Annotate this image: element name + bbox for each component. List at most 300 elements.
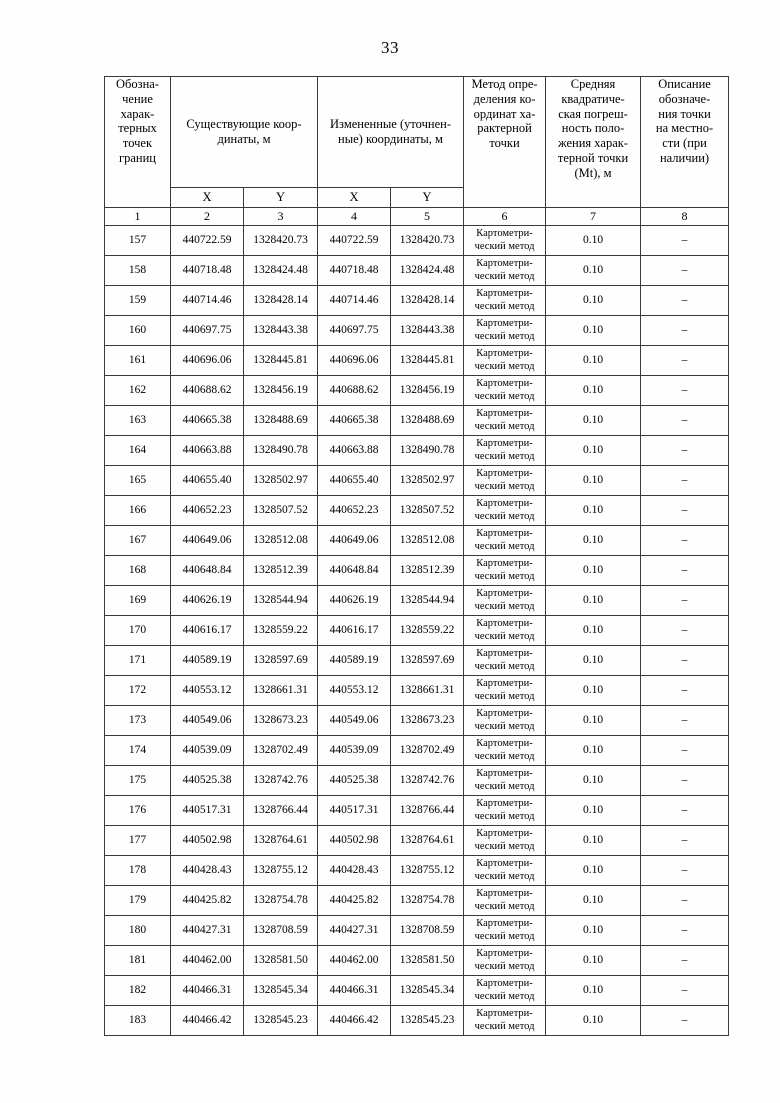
method-line: Картометри- (476, 798, 533, 810)
cell-changed-y: 1328702.49 (391, 736, 464, 766)
table-row (105, 886, 729, 916)
cell-mean-square-error: 0.10 (546, 286, 641, 316)
cell-changed-x: 440697.75 (318, 316, 391, 346)
cell-existing-y: 1328755.12 (244, 856, 318, 886)
method-line: Картометри- (476, 948, 533, 960)
cell-existing-x: 440539.09 (171, 736, 244, 766)
header-line: ординат ха- (473, 106, 536, 121)
cell-changed-x: 440648.84 (318, 556, 391, 586)
table-body (105, 226, 729, 1036)
method-line: Картометри- (476, 708, 533, 720)
cell-point-number: 157 (105, 226, 171, 256)
cell-existing-y: 1328490.78 (244, 436, 318, 466)
header-method (464, 77, 546, 208)
table-column-number-row (105, 208, 729, 226)
cell-description: – (641, 226, 729, 256)
method-line: Картометри- (476, 768, 533, 780)
cell-description: – (641, 676, 729, 706)
cell-existing-x: 440688.62 (171, 376, 244, 406)
cell-mean-square-error: 0.10 (546, 1006, 641, 1036)
column-number: 5 (391, 208, 464, 226)
cell-point-number: 178 (105, 856, 171, 886)
table-row (105, 226, 729, 256)
cell-existing-y: 1328443.38 (244, 316, 318, 346)
cell-mean-square-error: 0.10 (546, 256, 641, 286)
cell-changed-y: 1328755.12 (391, 856, 464, 886)
cell-method (464, 346, 546, 376)
coordinate-table (104, 76, 729, 1036)
method-line: Картометри- (476, 378, 533, 390)
cell-description: – (641, 496, 729, 526)
header-line: ская погреш- (558, 106, 628, 121)
cell-point-number: 172 (105, 676, 171, 706)
cell-existing-x: 440718.48 (171, 256, 244, 286)
header-line: ния точки (658, 106, 711, 121)
cell-description: – (641, 856, 729, 886)
cell-description: – (641, 376, 729, 406)
page-number: 33 (381, 38, 399, 57)
method-line: Картометри- (476, 348, 533, 360)
cell-existing-y: 1328420.73 (244, 226, 318, 256)
cell-existing-y: 1328502.97 (244, 466, 318, 496)
cell-mean-square-error: 0.10 (546, 976, 641, 1006)
cell-changed-y: 1328764.61 (391, 826, 464, 856)
header-line: ность поло- (561, 121, 625, 136)
coordinate-table-container (104, 76, 728, 1036)
cell-method (464, 466, 546, 496)
cell-changed-x: 440428.43 (318, 856, 391, 886)
cell-mean-square-error: 0.10 (546, 466, 641, 496)
table-row (105, 466, 729, 496)
cell-changed-y: 1328420.73 (391, 226, 464, 256)
method-line: ческий метод (474, 390, 535, 402)
method-line: Картометри- (476, 978, 533, 990)
cell-method (464, 946, 546, 976)
table-row (105, 1006, 729, 1036)
cell-changed-y: 1328428.14 (391, 286, 464, 316)
method-line: Картометри- (476, 588, 533, 600)
cell-point-number: 162 (105, 376, 171, 406)
cell-method (464, 676, 546, 706)
cell-changed-y: 1328456.19 (391, 376, 464, 406)
cell-existing-y: 1328456.19 (244, 376, 318, 406)
cell-method (464, 796, 546, 826)
cell-method (464, 406, 546, 436)
cell-description: – (641, 916, 729, 946)
method-line: Картометри- (476, 1008, 533, 1020)
cell-existing-x: 440652.23 (171, 496, 244, 526)
method-line: Картометри- (476, 528, 533, 540)
cell-method (464, 526, 546, 556)
cell-existing-x: 440517.31 (171, 796, 244, 826)
cell-description: – (641, 316, 729, 346)
cell-existing-x: 440549.06 (171, 706, 244, 736)
cell-mean-square-error: 0.10 (546, 496, 641, 526)
cell-mean-square-error: 0.10 (546, 376, 641, 406)
column-number: 3 (244, 208, 318, 226)
cell-description: – (641, 466, 729, 496)
cell-changed-y: 1328766.44 (391, 796, 464, 826)
cell-existing-y: 1328512.39 (244, 556, 318, 586)
cell-method (464, 376, 546, 406)
cell-existing-x: 440648.84 (171, 556, 244, 586)
cell-changed-y: 1328507.52 (391, 496, 464, 526)
cell-changed-x: 440549.06 (318, 706, 391, 736)
cell-existing-y: 1328445.81 (244, 346, 318, 376)
cell-existing-y: 1328766.44 (244, 796, 318, 826)
header-line: ные) координаты, м (338, 132, 443, 146)
header-line: точек (122, 136, 153, 150)
cell-mean-square-error: 0.10 (546, 946, 641, 976)
cell-description: – (641, 526, 729, 556)
cell-existing-y: 1328545.23 (244, 1006, 318, 1036)
cell-description: – (641, 946, 729, 976)
header-line: чение (122, 91, 153, 106)
header-line: рактерной (477, 121, 532, 136)
cell-mean-square-error: 0.10 (546, 796, 641, 826)
cell-existing-y: 1328544.94 (244, 586, 318, 616)
cell-point-number: 182 (105, 976, 171, 1006)
cell-description: – (641, 646, 729, 676)
cell-existing-x: 440722.59 (171, 226, 244, 256)
method-line: ческий метод (474, 240, 535, 252)
cell-description: – (641, 826, 729, 856)
cell-point-number: 183 (105, 1006, 171, 1036)
cell-mean-square-error: 0.10 (546, 826, 641, 856)
table-row (105, 916, 729, 946)
cell-method (464, 826, 546, 856)
cell-changed-y: 1328559.22 (391, 616, 464, 646)
table-row (105, 436, 729, 466)
cell-mean-square-error: 0.10 (546, 586, 641, 616)
cell-mean-square-error: 0.10 (546, 856, 641, 886)
cell-changed-y: 1328597.69 (391, 646, 464, 676)
column-number: 2 (171, 208, 244, 226)
cell-changed-y: 1328443.38 (391, 316, 464, 346)
cell-existing-x: 440462.00 (171, 946, 244, 976)
cell-method (464, 316, 546, 346)
cell-changed-y: 1328488.69 (391, 406, 464, 436)
header-description (641, 77, 729, 208)
table-row (105, 976, 729, 1006)
cell-description: – (641, 556, 729, 586)
method-line: ческий метод (474, 660, 535, 672)
cell-existing-y: 1328661.31 (244, 676, 318, 706)
cell-existing-y: 1328742.76 (244, 766, 318, 796)
cell-changed-y: 1328424.48 (391, 256, 464, 286)
cell-method (464, 976, 546, 1006)
cell-description: – (641, 736, 729, 766)
cell-point-number: 158 (105, 256, 171, 286)
cell-point-number: 163 (105, 406, 171, 436)
cell-mean-square-error: 0.10 (546, 916, 641, 946)
header-line: Обозна- (116, 77, 159, 91)
cell-description: – (641, 616, 729, 646)
header-changed-coords (318, 77, 464, 188)
method-line: ческий метод (474, 780, 535, 792)
header-mean-square-error (546, 77, 641, 208)
cell-method (464, 496, 546, 526)
column-number: 1 (105, 208, 171, 226)
cell-mean-square-error: 0.10 (546, 616, 641, 646)
method-line: ческий метод (474, 870, 535, 882)
cell-existing-x: 440425.82 (171, 886, 244, 916)
cell-existing-x: 440525.38 (171, 766, 244, 796)
method-line: ческий метод (474, 450, 535, 462)
cell-method (464, 916, 546, 946)
cell-description: – (641, 436, 729, 466)
cell-existing-y: 1328512.08 (244, 526, 318, 556)
cell-changed-x: 440652.23 (318, 496, 391, 526)
cell-method (464, 256, 546, 286)
cell-method (464, 436, 546, 466)
cell-changed-x: 440616.17 (318, 616, 391, 646)
method-line: ческий метод (474, 300, 535, 312)
cell-mean-square-error: 0.10 (546, 736, 641, 766)
cell-description: – (641, 886, 729, 916)
header-line: точки (489, 136, 520, 150)
method-line: Картометри- (476, 888, 533, 900)
method-line: Картометри- (476, 258, 533, 270)
cell-point-number: 180 (105, 916, 171, 946)
header-changed-x: X (318, 188, 391, 208)
cell-point-number: 168 (105, 556, 171, 586)
cell-existing-y: 1328428.14 (244, 286, 318, 316)
cell-changed-y: 1328445.81 (391, 346, 464, 376)
method-line: ческий метод (474, 420, 535, 432)
header-existing-y: Y (244, 188, 318, 208)
header-line: Существующие коор- (186, 117, 302, 132)
method-line: ческий метод (474, 960, 535, 972)
cell-changed-x: 440553.12 (318, 676, 391, 706)
cell-existing-y: 1328488.69 (244, 406, 318, 436)
cell-point-number: 169 (105, 586, 171, 616)
cell-point-number: 167 (105, 526, 171, 556)
cell-existing-x: 440649.06 (171, 526, 244, 556)
cell-changed-x: 440665.38 (318, 406, 391, 436)
method-line: ческий метод (474, 690, 535, 702)
cell-method (464, 586, 546, 616)
header-line: Метод опре- (471, 77, 538, 91)
cell-point-number: 164 (105, 436, 171, 466)
column-number: 6 (464, 208, 546, 226)
table-row (105, 406, 729, 436)
cell-existing-x: 440502.98 (171, 826, 244, 856)
cell-changed-x: 440462.00 (318, 946, 391, 976)
header-changed-y: Y (391, 188, 464, 208)
cell-changed-x: 440663.88 (318, 436, 391, 466)
method-line: ческий метод (474, 540, 535, 552)
header-line: жения харак- (558, 136, 628, 150)
cell-existing-x: 440696.06 (171, 346, 244, 376)
header-line: обозначе- (658, 91, 711, 106)
method-line: ческий метод (474, 720, 535, 732)
cell-existing-y: 1328764.61 (244, 826, 318, 856)
cell-existing-x: 440589.19 (171, 646, 244, 676)
cell-point-number: 161 (105, 346, 171, 376)
cell-point-number: 165 (105, 466, 171, 496)
cell-changed-y: 1328673.23 (391, 706, 464, 736)
method-line: Картометри- (476, 678, 533, 690)
table-row (105, 376, 729, 406)
cell-existing-y: 1328507.52 (244, 496, 318, 526)
table-row (105, 736, 729, 766)
cell-existing-x: 440466.31 (171, 976, 244, 1006)
method-line: Картометри- (476, 318, 533, 330)
cell-changed-x: 440466.42 (318, 1006, 391, 1036)
header-line: сти (при (662, 136, 707, 150)
method-line: Картометри- (476, 288, 533, 300)
cell-existing-x: 440655.40 (171, 466, 244, 496)
cell-changed-y: 1328661.31 (391, 676, 464, 706)
cell-mean-square-error: 0.10 (546, 676, 641, 706)
method-line: ческий метод (474, 630, 535, 642)
header-line: Описание (658, 77, 711, 91)
cell-existing-y: 1328545.34 (244, 976, 318, 1006)
cell-point-number: 160 (105, 316, 171, 346)
method-line: ческий метод (474, 990, 535, 1002)
method-line: Картометри- (476, 468, 533, 480)
header-line: на местно- (655, 121, 714, 136)
table-row (105, 586, 729, 616)
method-line: Картометри- (476, 918, 533, 930)
table-header-row-groups (105, 77, 729, 188)
method-line: ческий метод (474, 1020, 535, 1032)
header-line: квадратиче- (561, 91, 625, 106)
method-line: ческий метод (474, 570, 535, 582)
cell-changed-y: 1328502.97 (391, 466, 464, 496)
cell-changed-y: 1328512.39 (391, 556, 464, 586)
method-line: ческий метод (474, 480, 535, 492)
header-point-designation (105, 77, 171, 208)
cell-changed-x: 440696.06 (318, 346, 391, 376)
cell-existing-x: 440626.19 (171, 586, 244, 616)
cell-point-number: 179 (105, 886, 171, 916)
table-row (105, 256, 729, 286)
cell-changed-y: 1328742.76 (391, 766, 464, 796)
header-existing-x: X (171, 188, 244, 208)
table-row (105, 706, 729, 736)
method-line: ческий метод (474, 840, 535, 852)
cell-point-number: 181 (105, 946, 171, 976)
method-line: Картометри- (476, 738, 533, 750)
column-number: 8 (641, 208, 729, 226)
cell-description: – (641, 796, 729, 826)
table-head (105, 77, 729, 226)
method-line: Картометри- (476, 558, 533, 570)
table-row (105, 856, 729, 886)
table-row (105, 556, 729, 586)
method-line: Картометри- (476, 648, 533, 660)
method-line: ческий метод (474, 810, 535, 822)
cell-changed-x: 440539.09 (318, 736, 391, 766)
cell-existing-y: 1328673.23 (244, 706, 318, 736)
cell-description: – (641, 766, 729, 796)
table-row (105, 286, 729, 316)
cell-changed-x: 440466.31 (318, 976, 391, 1006)
cell-existing-x: 440697.75 (171, 316, 244, 346)
cell-existing-x: 440466.42 (171, 1006, 244, 1036)
header-line: терных (118, 121, 157, 136)
cell-point-number: 173 (105, 706, 171, 736)
table-row (105, 676, 729, 706)
cell-method (464, 556, 546, 586)
cell-changed-x: 440427.31 (318, 916, 391, 946)
method-line: ческий метод (474, 360, 535, 372)
cell-changed-x: 440655.40 (318, 466, 391, 496)
cell-description: – (641, 286, 729, 316)
cell-changed-x: 440714.46 (318, 286, 391, 316)
cell-changed-x: 440722.59 (318, 226, 391, 256)
header-line: деления ко- (473, 91, 536, 106)
cell-existing-x: 440616.17 (171, 616, 244, 646)
cell-mean-square-error: 0.10 (546, 436, 641, 466)
cell-changed-x: 440502.98 (318, 826, 391, 856)
cell-description: – (641, 256, 729, 286)
method-line: Картометри- (476, 858, 533, 870)
header-line: харак- (120, 106, 155, 121)
cell-changed-y: 1328512.08 (391, 526, 464, 556)
cell-mean-square-error: 0.10 (546, 226, 641, 256)
method-line: ческий метод (474, 600, 535, 612)
cell-point-number: 175 (105, 766, 171, 796)
cell-changed-x: 440589.19 (318, 646, 391, 676)
cell-method (464, 646, 546, 676)
cell-changed-y: 1328754.78 (391, 886, 464, 916)
column-number: 4 (318, 208, 391, 226)
method-line: Картометри- (476, 498, 533, 510)
method-line: Картометри- (476, 828, 533, 840)
cell-existing-x: 440665.38 (171, 406, 244, 436)
cell-changed-x: 440649.06 (318, 526, 391, 556)
cell-existing-x: 440663.88 (171, 436, 244, 466)
cell-existing-y: 1328754.78 (244, 886, 318, 916)
method-line: Картометри- (476, 438, 533, 450)
header-line: Средняя (570, 77, 616, 91)
cell-method (464, 766, 546, 796)
cell-changed-x: 440425.82 (318, 886, 391, 916)
cell-method (464, 226, 546, 256)
cell-method (464, 1006, 546, 1036)
method-line: Картометри- (476, 408, 533, 420)
cell-existing-x: 440428.43 (171, 856, 244, 886)
table-row (105, 496, 729, 526)
table-row (105, 796, 729, 826)
method-line: ческий метод (474, 750, 535, 762)
cell-method (464, 856, 546, 886)
cell-point-number: 177 (105, 826, 171, 856)
table-row (105, 526, 729, 556)
cell-mean-square-error: 0.10 (546, 346, 641, 376)
cell-description: – (641, 706, 729, 736)
method-line: Картометри- (476, 618, 533, 630)
cell-changed-x: 440718.48 (318, 256, 391, 286)
method-line: ческий метод (474, 510, 535, 522)
method-line: ческий метод (474, 270, 535, 282)
table-row (105, 766, 729, 796)
cell-description: – (641, 1006, 729, 1036)
cell-description: – (641, 976, 729, 1006)
cell-existing-x: 440714.46 (171, 286, 244, 316)
cell-description: – (641, 346, 729, 376)
cell-mean-square-error: 0.10 (546, 646, 641, 676)
header-line: динаты, м (217, 132, 271, 146)
cell-method (464, 616, 546, 646)
cell-description: – (641, 586, 729, 616)
cell-changed-y: 1328545.34 (391, 976, 464, 1006)
cell-point-number: 159 (105, 286, 171, 316)
cell-mean-square-error: 0.10 (546, 886, 641, 916)
